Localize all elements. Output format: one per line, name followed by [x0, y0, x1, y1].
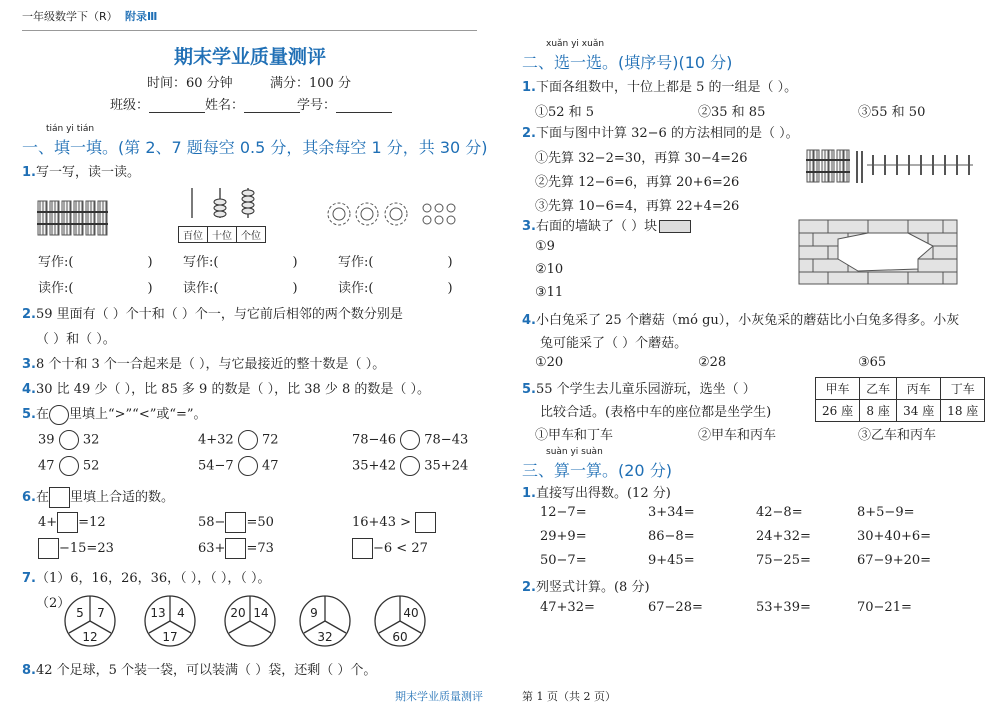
name-field[interactable]: 姓名：	[205, 94, 300, 113]
square-icon	[49, 487, 70, 508]
vertical-calc-item[interactable]: 53+39=	[756, 600, 811, 615]
seat-header-cell: 丁车	[941, 378, 985, 400]
circle-1-b: 7	[97, 606, 105, 620]
answer-box	[225, 538, 246, 559]
calc-item[interactable]: 30+40+6=	[857, 529, 932, 544]
page-title: 期末学业质量测评	[173, 46, 326, 68]
d2: 2.列竖式计算。(8 分)	[522, 580, 650, 595]
vertical-calc-item[interactable]: 47+32=	[540, 600, 595, 615]
q1: 1.写一写，读一读。	[22, 165, 140, 180]
calc-item[interactable]: 24+32=	[756, 529, 811, 544]
q5-item[interactable]: 78−46 78−43	[352, 430, 468, 450]
circle-icon	[49, 405, 69, 425]
answer-box	[38, 538, 59, 559]
calc-item[interactable]: 29+9=	[540, 529, 587, 544]
header-divider	[22, 30, 477, 31]
c4-opt-2[interactable]: ②28	[698, 355, 727, 370]
q1-read-b[interactable]: 读作:( )	[183, 281, 298, 296]
calc-item[interactable]: 3+34=	[648, 505, 695, 520]
q8: 8.42 个足球，5 个装一袋，可以装满（ ）袋，还剩（ ）个。	[22, 663, 377, 678]
c5-opt-2[interactable]: ②甲车和丙车	[698, 428, 777, 443]
q5-item[interactable]: 35+42 35+24	[352, 456, 468, 476]
q2-line2: （ ）和（ ）。	[36, 332, 116, 347]
circle-4-a: 9	[310, 606, 318, 620]
compare-circle	[238, 430, 258, 450]
sec1-title: 一、填一填。(第 2、7 题每空 0.5 分，其余每空 1 分，共 30 分)	[22, 138, 488, 157]
q7: 7.（1）6，16，26，36，（ ），（ ），（ ）。	[22, 571, 271, 586]
q7-part2: （2）	[36, 596, 71, 611]
calc-item[interactable]: 50−7=	[540, 553, 587, 568]
circle-4-c: 32	[317, 630, 333, 644]
q5-item[interactable]: 54−7 47	[198, 456, 279, 476]
c5: 5.55 个学生去儿童乐园游玩，选坐（ ）	[522, 382, 756, 397]
q1-write-c[interactable]: 写作:( )	[338, 255, 453, 270]
seat-value-cell: 8 座	[860, 400, 897, 422]
appendix-label: 附录Ⅲ	[125, 10, 158, 23]
q2: 2.59 里面有（ ）个十和（ ）个一，与它前后相邻的两个数分别是	[22, 307, 403, 322]
c2: 2.下面与图中计算 32−6 的方法相同的是（ ）。	[522, 126, 799, 141]
c3-opt-2[interactable]: ②10	[535, 262, 564, 277]
c1-opt-1[interactable]: ①52 和 5	[535, 105, 595, 120]
compare-circle	[400, 430, 420, 450]
circle-1-c: 12	[82, 630, 98, 644]
q1-read-a[interactable]: 读作:( )	[38, 281, 153, 296]
q3: 3.8 个十和 3 个一合起来是（ ），与它最接近的整十数是（ ）。	[22, 357, 386, 372]
sec3-title: 三、算一算。(20 分)	[522, 461, 672, 480]
answer-box	[225, 512, 246, 533]
sec2-title: 二、选一选。(填序号)(10 分)	[522, 53, 733, 72]
q6-item[interactable]: −15=23	[38, 538, 114, 559]
seat-header-cell: 丙车	[897, 378, 941, 400]
vertical-calc-item[interactable]: 67−28=	[648, 600, 703, 615]
circle-2-a: 13	[150, 606, 166, 620]
brick-wall-image	[798, 219, 958, 285]
compare-circle	[400, 456, 420, 476]
circle-2-b: 4	[177, 606, 185, 620]
c4-opt-3[interactable]: ③65	[858, 355, 887, 370]
c4-opt-1[interactable]: ①20	[535, 355, 564, 370]
stick-bundles-image	[36, 198, 111, 240]
c5-line2: 比较合适。(表格中车的座位都是坐学生)	[540, 405, 772, 420]
footer-left: 期末学业质量测评	[395, 690, 483, 703]
q1-read-c[interactable]: 读作:( )	[338, 281, 453, 296]
q6-item[interactable]: 58− =50	[198, 512, 274, 533]
seat-value-cell: 26 座	[816, 400, 860, 422]
circle-1-a: 5	[76, 606, 84, 620]
seat-table	[815, 377, 985, 422]
calc-item[interactable]: 42−8=	[756, 505, 803, 520]
c2-opt-2[interactable]: ②先算 12−6=6，再算 20+6=26	[535, 175, 740, 190]
calc-item[interactable]: 8+5−9=	[857, 505, 915, 520]
page-number: 第 1 页（共 2 页）	[522, 690, 616, 703]
q5-item[interactable]: 4+32 72	[198, 430, 279, 450]
seat-header-cell: 乙车	[860, 378, 897, 400]
flower-counters-image	[325, 200, 465, 230]
class-field[interactable]: 班级：	[110, 94, 205, 113]
compare-circle	[59, 456, 79, 476]
q6-item[interactable]: 4+ =12	[38, 512, 106, 533]
time-info: 时间：60 分钟	[147, 76, 233, 91]
sec3-pinyin: suàn yi suàn	[546, 447, 603, 457]
q6-item[interactable]: 63+ =73	[198, 538, 274, 559]
c4-line2: 兔可能采了（ ）个蘑菇。	[540, 336, 688, 351]
compare-circle	[59, 430, 79, 450]
seat-header-cell: 甲车	[816, 378, 860, 400]
abacus-image	[178, 186, 264, 218]
q1-write-b[interactable]: 写作:( )	[183, 255, 298, 270]
circle-5-c: 60	[392, 630, 408, 644]
q5-item[interactable]: 47 52	[38, 456, 99, 476]
q5-item[interactable]: 39 32	[38, 430, 99, 450]
course-label: 一年级数学下（R）	[22, 10, 118, 23]
c2-opt-3[interactable]: ③先算 10−6=4，再算 22+4=26	[535, 199, 740, 214]
abacus-label-row: 百位 十位 个位	[178, 226, 266, 243]
c3: 3.右面的墙缺了（ ）块	[522, 215, 691, 234]
c3-opt-1[interactable]: ①9	[535, 239, 555, 254]
c3-opt-3[interactable]: ③11	[535, 285, 564, 300]
seat-value-cell: 18 座	[941, 400, 985, 422]
q5: 5.在 里填上“>”“<”或“=”。	[22, 403, 207, 425]
calc-item[interactable]: 86−8=	[648, 529, 695, 544]
score-info: 满分：100 分	[270, 76, 351, 91]
c4: 4.小白兔采了 25 个蘑菇（mó gu），小灰兔采的蘑菇比小白兔多得多。小灰	[522, 313, 960, 328]
seat-value-cell: 34 座	[897, 400, 941, 422]
circle-3-a: 20	[230, 606, 246, 620]
calc-item[interactable]: 12−7=	[540, 505, 587, 520]
compare-circle	[238, 456, 258, 476]
c5-opt-3[interactable]: ③乙车和丙车	[858, 428, 937, 443]
brick-icon	[659, 220, 691, 233]
calc-item[interactable]: 9+45=	[648, 553, 695, 568]
q4: 4.30 比 49 少（ ），比 85 多 9 的数是（ ），比 38 少 8 的数是（ ）。	[22, 382, 431, 397]
circle-5-b: 40	[403, 606, 419, 620]
q6: 6.在 里填上合适的数。	[22, 486, 174, 508]
answer-box	[352, 538, 373, 559]
c2-opt-1[interactable]: ①先算 32−2=30，再算 30−4=26	[535, 151, 748, 166]
vertical-calc-item[interactable]: 70−21=	[857, 600, 912, 615]
sticks-32-image	[805, 147, 975, 187]
number-circles-image	[62, 593, 462, 649]
calc-item[interactable]: 75−25=	[756, 553, 811, 568]
calc-item[interactable]: 67−9+20=	[857, 553, 932, 568]
c1-opt-3[interactable]: ③55 和 50	[858, 105, 926, 120]
c1: 1.下面各组数中，十位上都是 5 的一组是（ ）。	[522, 80, 798, 95]
sec1-pinyin: tián yi tián	[46, 124, 95, 134]
sec2-pinyin: xuǎn yi xuǎn	[546, 39, 605, 49]
answer-box	[57, 512, 78, 533]
c5-opt-1[interactable]: ①甲车和丁车	[535, 428, 614, 443]
q6-item[interactable]: 16+43 >	[352, 512, 436, 533]
d1: 1.直接写出得数。(12 分)	[522, 486, 671, 501]
q6-item[interactable]: −6 < 27	[352, 538, 428, 559]
circle-3-b: 14	[253, 606, 269, 620]
circle-2-c: 17	[162, 630, 178, 644]
student-id-field[interactable]: 学号：	[297, 94, 392, 113]
c1-opt-2[interactable]: ②35 和 85	[698, 105, 766, 120]
q1-write-a[interactable]: 写作:( )	[38, 255, 153, 270]
answer-box	[415, 512, 436, 533]
